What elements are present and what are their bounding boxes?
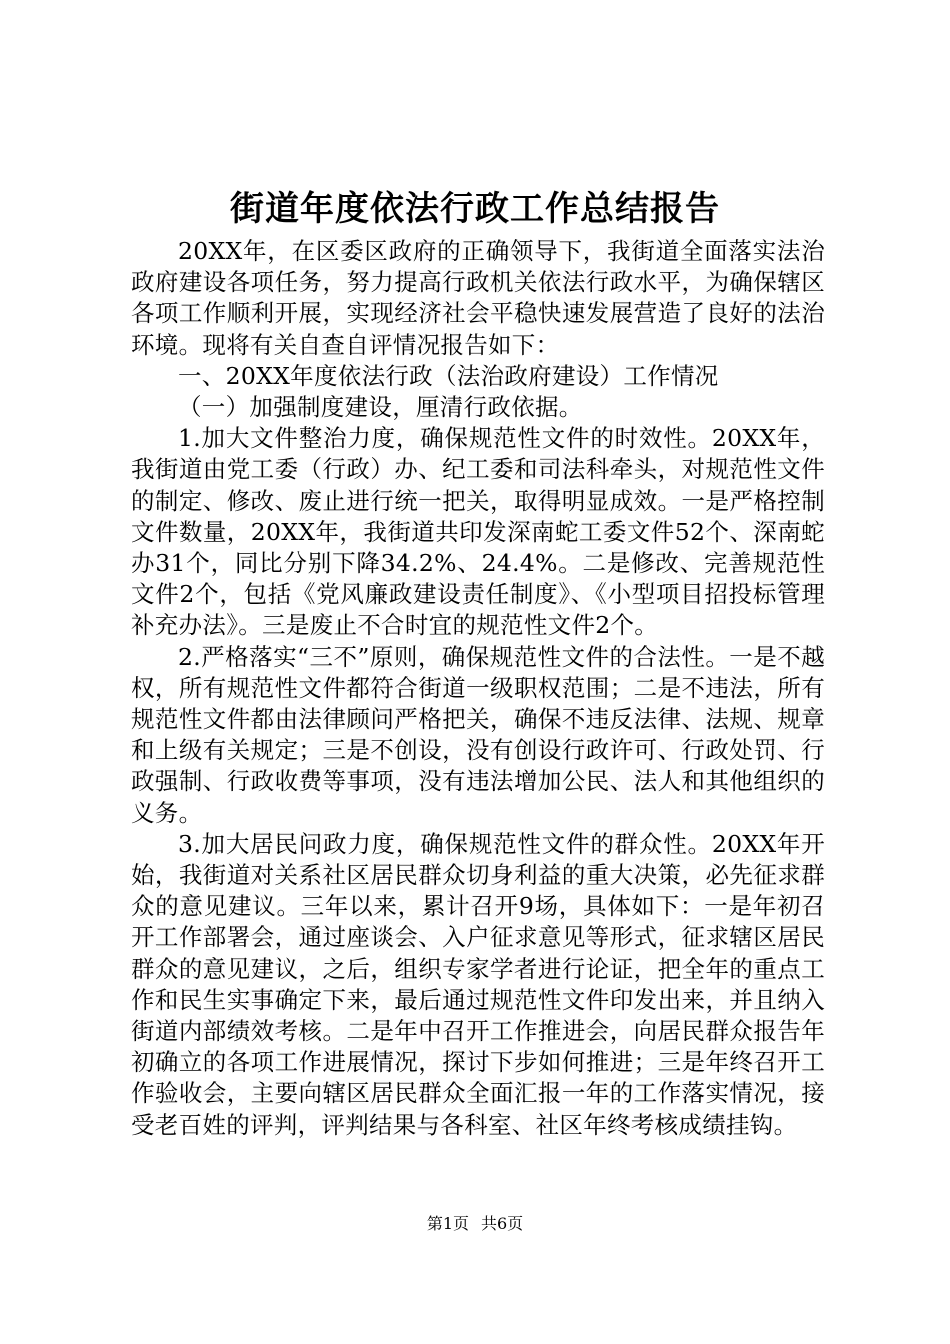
page-total: 共6页 — [481, 1214, 524, 1233]
document-body — [131, 236, 825, 1141]
item-paragraph-3: 3.加大居民问政力度，确保规范性文件的群众性。20XX年开始，我街道对关系社区居民群众切身利益的重大决策，必先征求群众的意见建议。三年以来，累计召开9场，具体如下：一是年初召开工作部署会，通过座谈会、入户征求意见等形式，征求辖区居民群众的意见建议，之后，组织专家学者进行论证，把全年的重点工作和民生实事确定下来，最后通过规范性文件印发出来，并且纳入街道内部绩效考核。二是年中召开工作推进会，向居民群众报告年初确立的各项工作进展情况，探讨下步如何推进；三是年终召开工作验收会，主要向辖区居民群众全面汇报一年的工作落实情况，接受老百姓的评判，评判结果与各科室、社区年终考核成绩挂钩。 — [131, 829, 825, 1139]
item-paragraph-1: 1.加大文件整治力度，确保规范性文件的时效性。20XX年，我街道由党工委（行政）办、纪工委和司法科牵头，对规范性文件的制定、修改、废止进行统一把关，取得明显成效。一是严格控制文件数量，20XX年，我街道共印发深南蛇工委文件52个、深南蛇办31个，同比分别下降34.2%、24.4%。二是修改、完善规范性文件2个，包括《党风廉政建设责任制度》、《小型项目招投标管理补充办法》。三是废止不合时宜的规范性文件2个。 — [131, 424, 825, 640]
page-footer — [0, 1213, 950, 1235]
document-title: 街道年度依法行政工作总结报告 — [230, 189, 720, 229]
section-heading: 一、20XX年度依法行政（法治政府建设）工作情况 — [178, 361, 719, 390]
intro-paragraph: 20XX年，在区委区政府的正确领导下，我街道全面落实法治政府建设各项任务，努力提高行政机关依法行政水平，为确保辖区各项工作顺利开展，实现经济社会平稳快速发展营造了良好的法治环境。现将有关自查自评情况报告如下： — [131, 237, 825, 359]
page-number: 第1页 — [426, 1214, 469, 1233]
item-paragraph-2: 2.严格落实“三不”原则，确保规范性文件的合法性。一是不越权，所有规范性文件都符合街道一级职权范围；二是不违法，所有规范性文件都由法律顾问严格把关，确保不违反法律、法规、规章和上级有关规定；三是不创设，没有创设行政许可、行政处罚、行政强制、行政收费等事项，没有违法增加公民、法人和其他组织的义务。 — [131, 642, 825, 827]
subsection-heading: （一）加强制度建设，厘清行政依据。 — [178, 393, 583, 422]
